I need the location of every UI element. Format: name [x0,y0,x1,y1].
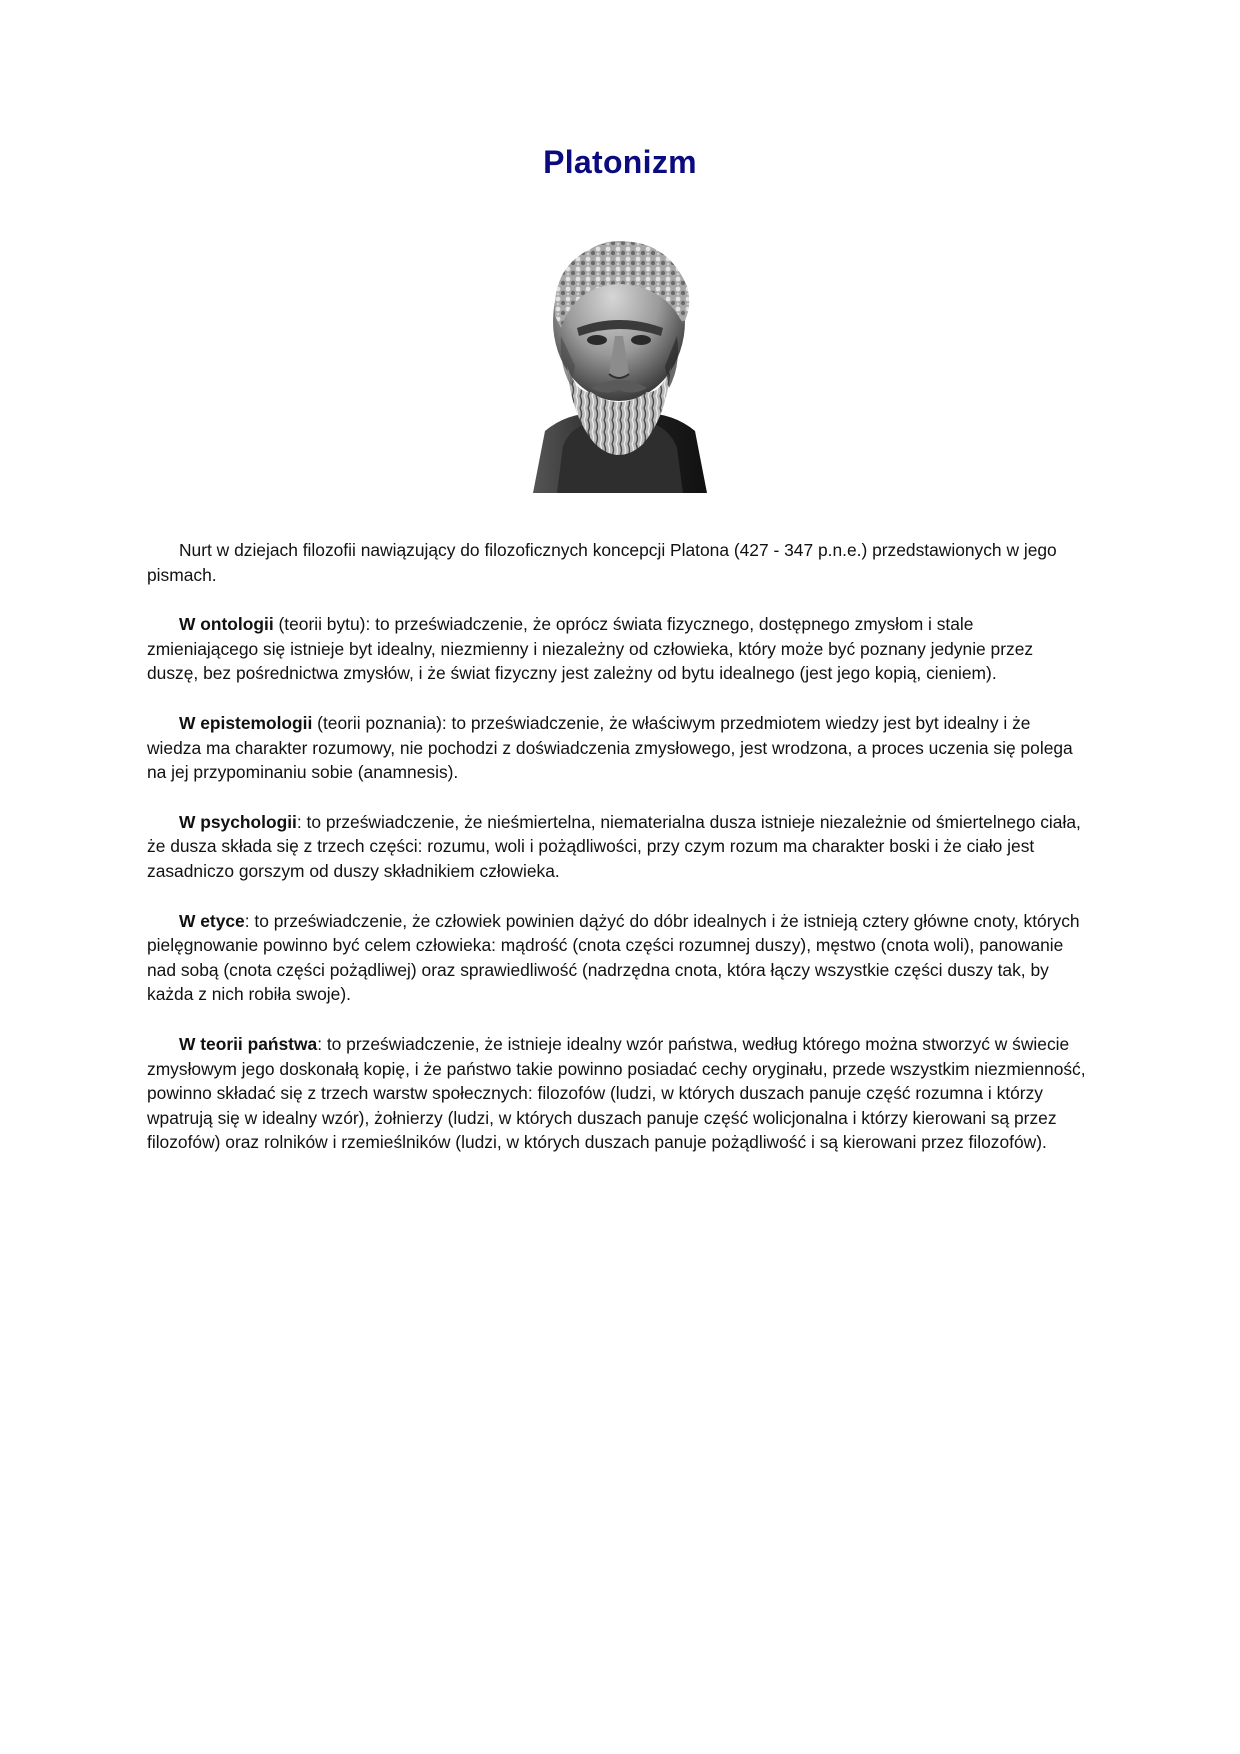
paragraph-lead: W teorii państwa [179,1033,318,1054]
paragraph-text: (teorii poznania): to przeświadczenie, że właściwym przedmiotem wiedzy jest byt idealny i że wiedza ma charakter rozumowy, nie pochodzi z doświadczenia zmysłowego, jest wrodzona, a proces uczenia się polega na jej przypominaniu sobie (anamnesis). [147,712,1073,783]
paragraph-ontology [147,612,1087,686]
paragraph-text: : to przeświadczenie, że nieśmiertelna, niematerialna dusza istnieje niezależnie od śmiertelnego ciała, że dusza składa się z trzech części: rozumu, woli i pożądliwości, przy czym rozum ma charakter boski i że ciało jest zasadniczo gorszym od duszy składnikiem człowieka. [147,811,1081,881]
paragraph-text: (teorii bytu): to przeświadczenie, że oprócz świata fizycznego, dostępnego zmysłom i stale zmieniającego się istnieje byt idealny, niezmienny i niezależny od człowieka, który może być poznany jedynie przez duszę, bez pośrednictwa zmysłów, i że świat fizyczny jest zależny od bytu idealnego (jest jego kopią, cieniem). [147,614,1034,684]
page-title: Platonizm [543,144,697,180]
paragraph-lead: W epistemologii [179,712,313,733]
paragraph-text: Nurt w dziejach filozofii nawiązujący do filozoficznych koncepcji Platona (427 - 347 p.n.e.) przedstawionych w jego pismach. [147,540,1057,585]
paragraph-psychology [147,810,1087,884]
paragraph-text: : to przeświadczenie, że człowiek powinien dążyć do dóbr idealnych i że istnieją cztery główne cnoty, których pielęgnowanie powinno być celem człowieka: mądrość (cnota części rozumnej duszy), męstwo (cnota woli), panowanie nad sobą (cnota części pożądliwej) oraz sprawiedliwość (nadrzędna cnota, która łączy wszystkie części duszy tak, by każda z nich robiła swoje). [147,910,1080,1005]
paragraph-lead: W ontologii [179,614,274,635]
portrait-image [515,216,723,493]
paragraph-intro [147,538,1087,587]
plato-bust-illustration [515,216,723,493]
paragraph-lead: W psychologii [179,811,297,832]
paragraph-lead: W etyce [179,910,245,931]
paragraph-state-theory [147,1032,1087,1155]
paragraph-ethics [147,909,1087,1007]
paragraph-text: : to przeświadczenie, że istnieje idealny wzór państwa, według którego można stworzyć w świecie zmysłowym jego doskonałą kopię, i że państwo takie powinno posiadać cechy oryginału, przede wszystkim niezmienność, powinno składać się z trzech warstw społecznych: filozofów (ludzi, w których duszach panuje część rozumna i którzy wpatrują się w idealny wzór), żołnierzy (ludzi, w których duszach panuje część wolicjonalna i którzy kierowani są przez filozofów) oraz rolników i rzemieślników (ludzi, w których duszach panuje pożądliwość i są kierowani przez filozofów). [147,1033,1086,1153]
paragraph-epistemology [147,711,1087,785]
document-body [147,538,1087,1180]
